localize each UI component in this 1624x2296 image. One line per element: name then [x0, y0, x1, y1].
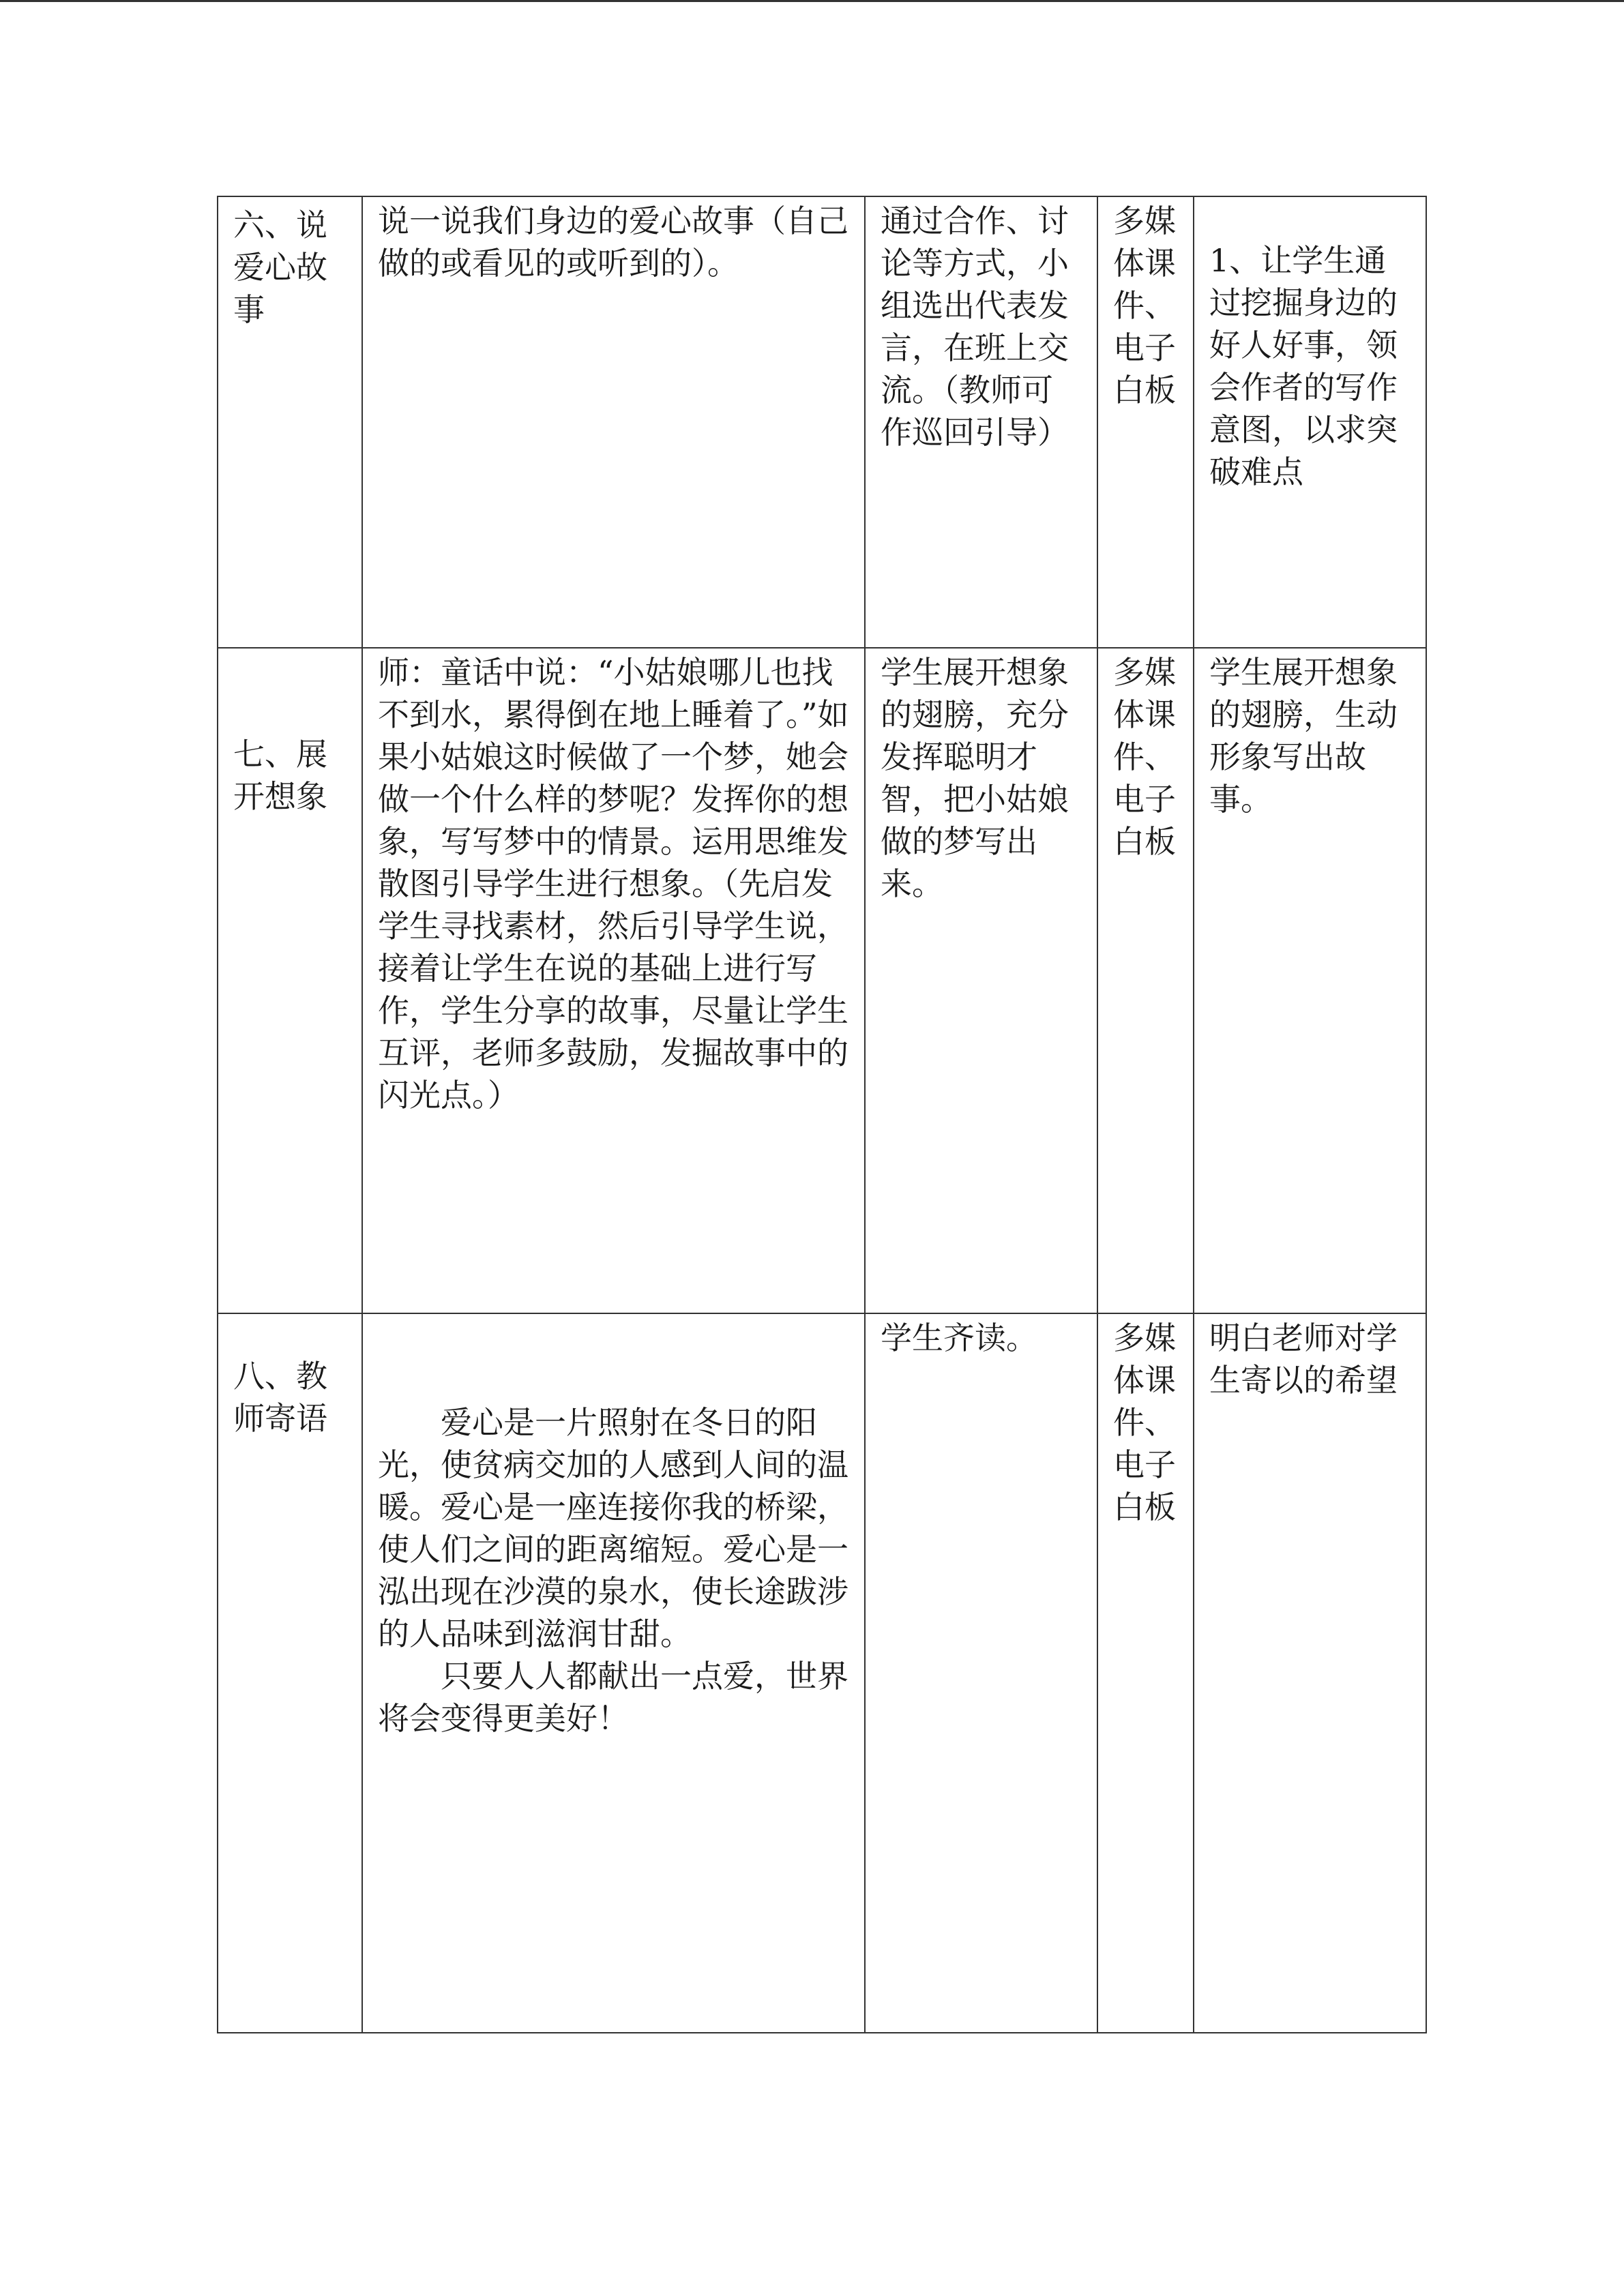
- page-top-border: [0, 0, 1624, 2]
- media-text: 多媒体课件、电子白板: [1113, 203, 1176, 408]
- content-text: 说一说我们身边的爱心故事（自己做的或看见的或听到的）。: [378, 203, 848, 282]
- goal-text: 学生展开想象的翅膀，生动形象写出故事。: [1209, 654, 1398, 818]
- media-text: 多媒体课件、电子白板: [1113, 1320, 1176, 1525]
- activity-cell: [865, 196, 1097, 648]
- content-cell: [362, 196, 865, 648]
- table-row: [218, 648, 1426, 1313]
- activity-text: 学生展开想象的翅膀，充分发挥聪明才智，把小姑娘做的梦写出来。: [881, 654, 1069, 902]
- goal-cell: [1194, 1313, 1426, 2033]
- media-cell: [1097, 1313, 1194, 2033]
- content-cell: [362, 1313, 865, 2033]
- media-cell: [1097, 196, 1194, 648]
- activity-cell: [865, 1313, 1097, 2033]
- step-label: 六、说爱心故事: [233, 207, 327, 328]
- content-text: 师：童话中说：“小姑娘哪儿也找不到水，累得倒在地上睡着了。”如果小姑娘这时候做了一个梦，她会做一个什么样的梦呢？发挥你的想象，写写梦中的情景。运用思维发散图引导学生进行想象。（先启发学生寻找素材，然后引导学生说，接着让学生在说的基础上进行写作，学生分享的故事，尽量让学生互评，老师多鼓励，发掘故事中的闪光点。）: [378, 654, 849, 1114]
- goal-cell: [1194, 648, 1426, 1313]
- content-cell: [362, 648, 865, 1313]
- step-cell: [218, 1313, 362, 2033]
- step-cell: [218, 196, 362, 648]
- media-cell: [1097, 648, 1194, 1313]
- goal-cell: [1194, 196, 1426, 648]
- table-row: [218, 1313, 1426, 2033]
- table-row: [218, 196, 1426, 648]
- goal-text: 1、让学生通过挖掘身边的好人好事，领会作者的写作意图，以求突破难点: [1209, 242, 1398, 490]
- activity-text: 通过合作、讨论等方式，小组选出代表发言，在班上交流。（教师可作巡回引导）: [881, 203, 1069, 451]
- goal-text: 明白老师对学生寄以的希望: [1209, 1320, 1398, 1399]
- activity-text: 学生齐读。: [881, 1320, 1037, 1356]
- content-paragraph-1: 爱心是一片照射在冬日的阳光，使贫病交加的人感到人间的温暖。爱心是一座连接你我的桥梁，使人们之间的距离缩短。爱心是一泓出现在沙漠的泉水，使长途跋涉的人品味到滋润甘甜。: [378, 1404, 848, 1652]
- step-label: 八、教师寄语: [233, 1358, 327, 1437]
- activity-cell: [865, 648, 1097, 1313]
- step-label: 七、展开想象: [233, 736, 327, 815]
- media-text: 多媒体课件、电子白板: [1113, 654, 1176, 860]
- step-cell: [218, 648, 362, 1313]
- content-paragraph-2: 只要人人都献出一点爱，世界将会变得更美好！: [378, 1658, 848, 1737]
- lesson-plan-table: [217, 196, 1427, 2033]
